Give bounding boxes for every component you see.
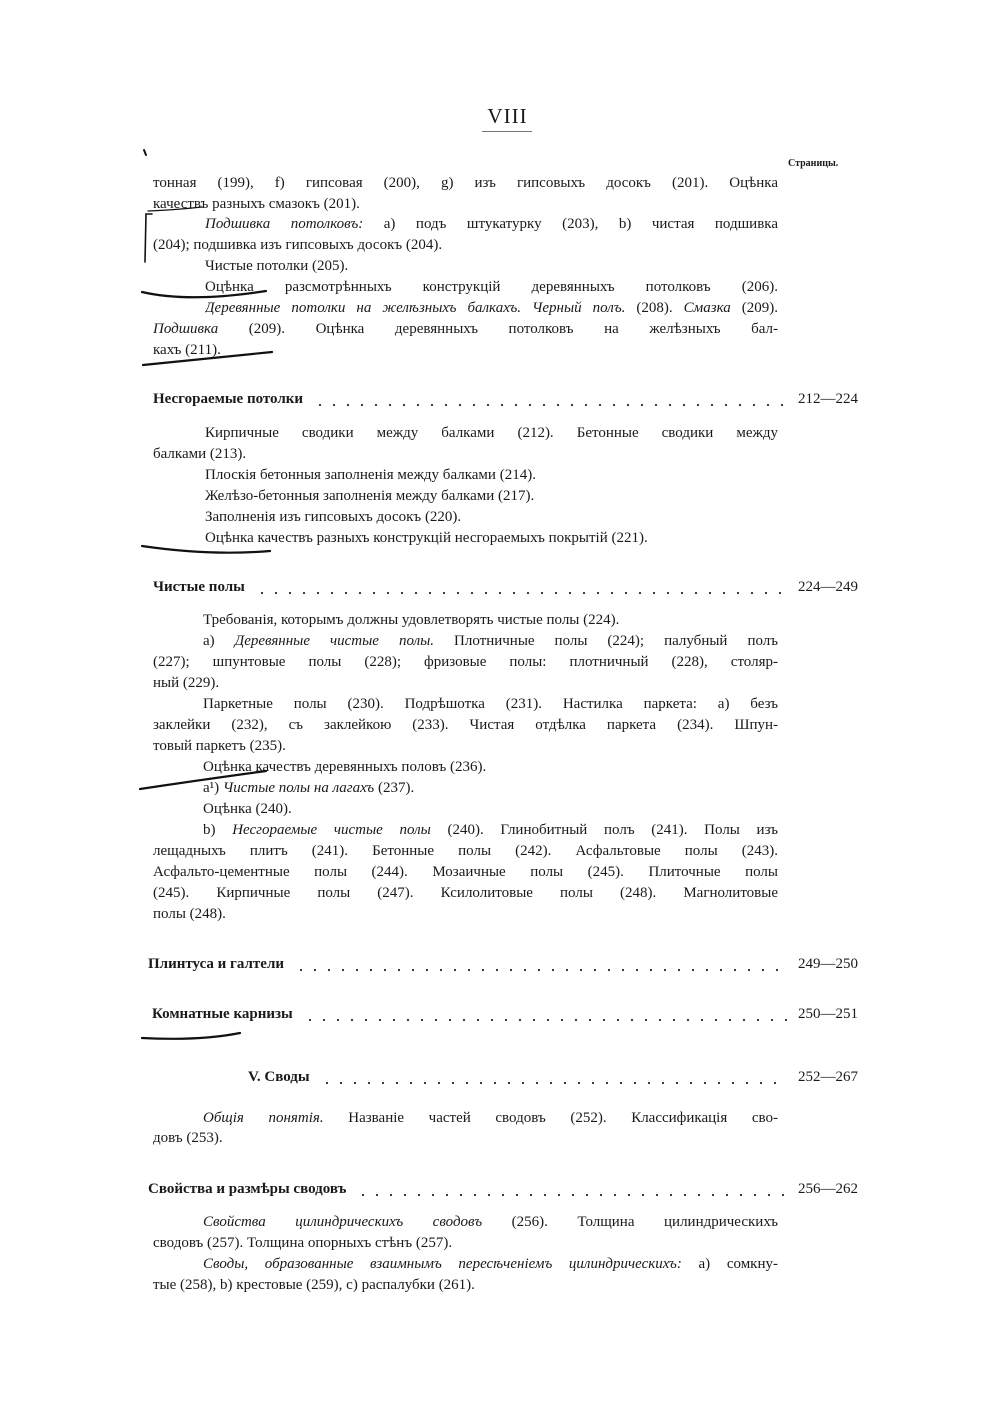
text-segment: (256). Толщина цилиндрическихъ [482,1214,778,1230]
italic-term: Чистые полы на лагахъ [222,780,375,796]
text-line: Заполненія изъ гипсовыхъ досокъ (220). [205,509,462,525]
text-line: (245). Кирпичные полы (247). Ксилолитовые полы (248). Магнолитовые [153,885,778,901]
text-line: Плоскія бетонныя заполненія между балками (214). [205,467,536,483]
text-segment: а) [203,633,235,649]
text-line: (227); шпунтовые полы (228); фризовые полы: плотничный (228), столяр- [153,654,778,670]
italic-term: Общія понятія. [203,1110,324,1126]
text-segment: а) подъ штукатурку (203), b) чистая подшивка [363,216,778,232]
text-segment: (209). Оцѣнка деревянныхъ потолковъ на желѣзныхъ бал- [218,321,778,337]
italic-term: Деревянные чистые полы. [234,633,435,649]
text-line [153,318,778,340]
text-line: качествъ разныхъ смазокъ (201). [153,196,360,212]
text-segment: (240). Глинобитный полъ (241). Полы изъ [430,822,778,838]
text-line [203,1253,778,1275]
italic-term: Смазка [683,300,731,316]
text-line: тые (258), b) крестовые (259), с) распалубки (261). [153,1277,475,1293]
text-line: довъ (253). [153,1130,223,1146]
text-line: Оцѣнка разсмотрѣнныхъ конструкцій деревянныхъ потолковъ (206). [205,279,778,295]
italic-term: Деревянные потолки на желѣзныхъ балкахъ. Черный полъ. [205,300,626,316]
text-line: балками (213). [153,446,247,462]
toc-heading[interactable] [152,1003,858,1025]
text-line: Оцѣнка качествъ разныхъ конструкцій несгораемыхъ покрытій (221). [205,530,648,546]
pages-column-label: Страницы. [788,158,839,169]
italic-term: Подшивка потолковъ: [205,216,364,232]
dot-leader [294,953,788,975]
italic-term: Своды, образованные взаимнымъ пересѣченіемъ цилиндрическихъ: [203,1256,682,1272]
text-segment: b) [203,822,233,838]
heading-title: Несгораемые потолки [153,391,304,407]
text-line [203,630,778,652]
text-segment: Названіе частей сводовъ (252). Классификація сво- [323,1110,778,1126]
text-line: сводовъ (257). Толщина опорныхъ стѣнъ (257). [153,1235,453,1251]
pen-mark [142,1033,240,1039]
heading-pages: 250—251 [798,1006,858,1022]
heading-pages: 256—262 [798,1181,858,1197]
text-line: полы (248). [153,906,226,922]
text-line: товый паркетъ (235). [153,738,286,754]
text-line: тонная (199), f) гипсовая (200), g) изъ гипсовыхъ досокъ (201). Оцѣнка [153,175,778,191]
text-line: Требованія, которымъ должны удовлетворять чистые полы (224). [203,612,620,628]
text-line: Оцѣнка качествъ деревянныхъ половъ (236). [203,759,487,775]
text-segment: а¹) [203,780,223,796]
dot-leader [356,1178,788,1200]
text-line: кахъ (211). [153,342,221,358]
text-line [203,777,414,799]
text-line: Оцѣнка (240). [203,801,292,817]
text-line: Чистые потолки (205). [205,258,349,274]
text-segment: Плотничные полы (224); палубный полъ [434,633,778,649]
pen-mark [144,150,146,155]
dot-leader [255,576,788,598]
italic-term: Свойства цилиндрическихъ сводовъ [203,1214,483,1230]
toc-heading[interactable] [153,576,858,598]
text-line: Паркетные полы (230). Подрѣшотка (231). Настилка паркета: а) безъ [203,696,778,712]
text-line: Кирпичные сводики между балками (212). Бетонные сводики между [205,425,778,441]
dot-leader [313,388,788,410]
dot-leader [320,1066,788,1088]
page-number-rule [482,131,532,132]
italic-term: Подшивка [153,321,219,337]
text-segment: (208). [625,300,684,316]
heading-pages: 224—249 [798,579,858,595]
text-line [205,297,778,319]
toc-heading[interactable] [148,953,858,975]
text-segment: а) сомкну- [681,1256,778,1272]
toc-heading[interactable] [148,1178,858,1200]
dot-leader [303,1003,788,1025]
heading-title: Комнатные карнизы [152,1006,293,1022]
heading-title: V. Своды [248,1069,310,1085]
text-line: Асфальто-цементные полы (244). Мозаичные полы (245). Плиточные полы [153,864,778,880]
text-line: Желѣзо-бетонныя заполненія между балками (217). [205,488,535,504]
toc-heading[interactable] [248,1066,858,1088]
italic-term: Несгораемые чистые полы [232,822,431,838]
page-number: VIII [487,104,528,128]
text-line: (204); подшивка изъ гипсовыхъ досокъ (204). [153,237,443,253]
text-line [203,1211,778,1233]
text-segment: (237). [374,780,415,796]
heading-pages: 212—224 [798,391,858,407]
text-line [203,1107,778,1129]
heading-pages: 252—267 [798,1069,858,1085]
text-line: ный (229). [153,675,220,691]
text-line: заклейки (232), съ заклейкою (233). Чистая отдѣлка паркета (234). Шпун- [153,717,778,733]
pen-mark [145,214,152,262]
toc-heading[interactable] [153,388,858,410]
text-line: лещадныхъ плитъ (241). Бетонные полы (242). Асфальтовые полы (243). [153,843,778,859]
heading-pages: 249—250 [798,956,858,972]
heading-title: Чистые полы [153,579,245,595]
heading-title: Свойства и размѣры сводовъ [148,1181,347,1197]
text-line [205,213,778,235]
text-line [203,819,778,841]
text-segment: (209). [730,300,778,316]
heading-title: Плинтуса и галтели [148,956,285,972]
